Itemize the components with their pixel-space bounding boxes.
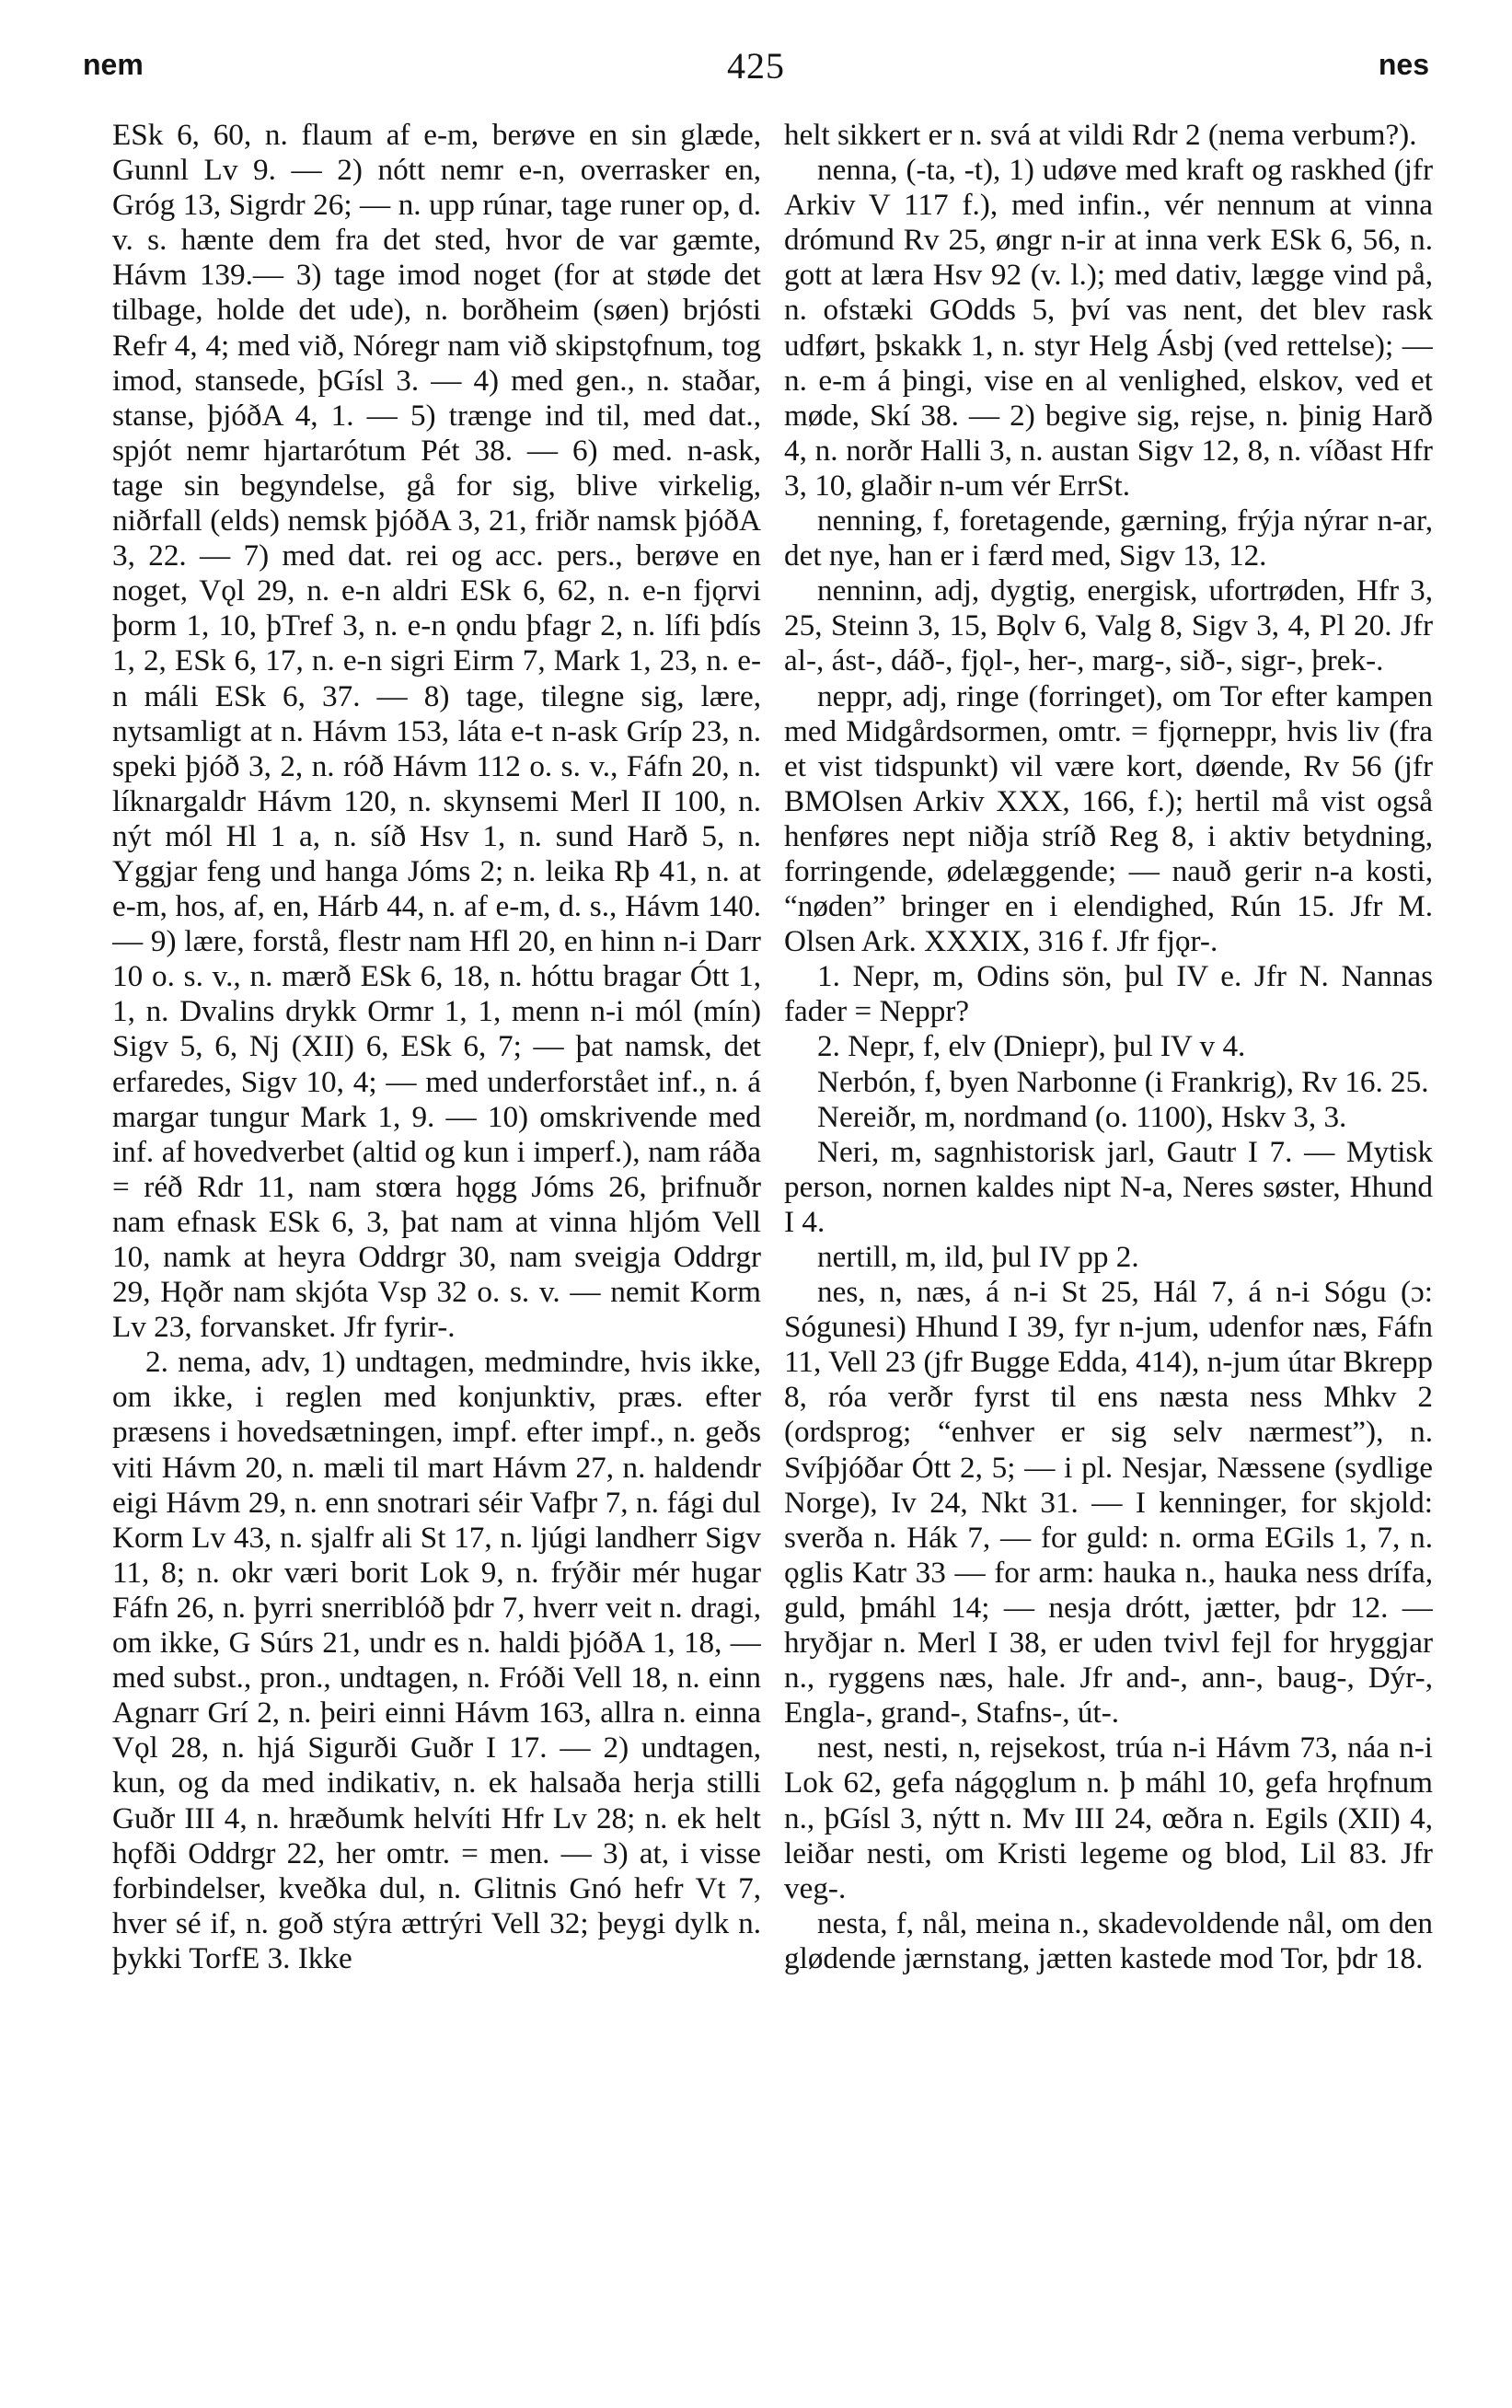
- entry-nereidr: Nereiðr, m, nordmand (o. 1100), Hskv 3, 3.: [817, 1099, 1347, 1134]
- header-right-guide-word: nes: [1378, 48, 1429, 81]
- entry-neppr: neppr, adj, ringe (forringet), om Tor efter kampen med Midgårdsormen, omtr. = fjǫrneppr, hvis liv (fra et vist tidspunkt) vil være kort, døende, Rv 56 (jfr BMOlsen Arkiv XXX, 166, f.); hertil må vist også henføres nept niðja stríð Reg 8, i aktiv betydning, forringende, ødelæggende; — nauð gerir n-a kosti, “nøden” bringer en i elendighed, Rún 15. Jfr M. Olsen Ark. XXXIX, 316 f. Jfr fjǫr-.: [784, 678, 1433, 959]
- entry-neri: Neri, m, sagnhistorisk jarl, Gautr I 7. — Mytisk person, nornen kaldes nipt N-a, Neres søster, Hhund I 4.: [784, 1134, 1433, 1239]
- entry-nema-end: helt sikkert er n. svá at vildi Rdr 2 (nema verbum?).: [784, 118, 1417, 152]
- left-column: [112, 118, 761, 2364]
- entry-nepr-2: 2. Nepr, f, elv (Dniepr), þul IV v 4.: [817, 1029, 1246, 1064]
- entry-nerbon: Nerbón, f, byen Narbonne (i Frankrig), Rv 16. 25.: [817, 1064, 1429, 1099]
- right-column: [784, 118, 1433, 2364]
- header-left-guide-word: nem: [83, 48, 144, 81]
- page-header: [83, 45, 1429, 94]
- entry-nes: nes, n, næs, á n-i St 25, Hál 7, á n-i Sógu (ɔ: Sógunesi) Hhund I 39, fyr n-jum, udenfor næs, Fáfn 11, Vell 23 (jfr Bugge Edda, 414), n-jum útar Bkrepp 8, róa verðr fyrst til ens næsta ness Mhkv 2 (ordsprog; “enhver er sig selv nærmest”), n. Svíþjóðar Ótt 2, 5; — i pl. Nesjar, Næssene (sydlige Norge), Iv 24, Nkt 31. — I kenninger, for skjold: sverða n. Hák 7, — for guld: n. orma EGils 1, 7, n. ǫglis Katr 33 — for arm: hauka n., hauka ness drífa, guld, þmáhl 14; — nesja drótt, jætter, þdr 12. — hryðjar n. Merl I 38, er uden tvivl fejl for hryggjar n., ryggens næs, hale. Jfr and-, ann-, baug-, Dýr-, Engla-, grand-, Stafns-, út-.: [784, 1275, 1433, 1731]
- entry-nenninn: nenninn, adj, dygtig, energisk, ufortrøden, Hfr 3, 25, Steinn 3, 15, Bǫlv 6, Valg 8, Sigv 3, 4, Pl 20. Jfr al-, ást-, dáð-, fjǫl-, her-, marg-, sið-, sigr-, þrek-.: [784, 573, 1433, 678]
- entry-nertill: nertill, m, ild, þul IV pp 2.: [817, 1240, 1139, 1274]
- entry-nema-adv: 2. nema, adv, 1) undtagen, medmindre, hvis ikke, om ikke, i reglen med konjunktiv, præs. efter præsens i hovedsætningen, impf. efter impf., n. geðs viti Hávm 20, n. mæli til mart Hávm 27, n. haldendr eigi Hávm 29, n. enn snotrari séir Vafþr 7, n. fági dul Korm Lv 43, n. sjalfr ali St 17, n. ljúgi landherr Sigv 11, 8; n. okr væri borit Lok 9, n. frýðir mér hugar Fáfn 26, n. þyrri snerriblóð þdr 7, hverr veit n. dragi, om ikke, G Súrs 21, undr es n. haldi þjóðA 1, 18, — med subst., pron., undtagen, n. Fróði Vell 18, n. einn Agnarr Grí 2, n. þeiri einni Hávm 163, allra n. einna Vǫl 28, n. hjá Sigurði Guðr I 17. — 2) undtagen, kun, og da med indikativ, n. ek halsaða herja stilli Guðr III 4, n. hræðumk helvíti Hfr Lv 28; n. ek helt hǫfði Oddrgr 22, her omtr. = men. — 3) at, i visse forbindelser, kveðka dul, n. Glitnis Gnó hefr Vt 7, hver sé if, n. goð stýra ættrýri Vell 32; þeygi dylk n. þykki TorfE 3. Ikke: [112, 1345, 761, 1975]
- entry-nema-continued: ESk 6, 60, n. flaum af e-m, berøve en sin glæde, Gunnl Lv 9. — 2) nótt nemr e-n, overrasker en, Gróg 13, Sigrdr 26; — n. upp rúnar, tage runer op, d. v. s. hænte dem fra det sted, hvor de var gæmte, Hávm 139.— 3) tage imod noget (for at støde det tilbage, holde det ude), n. borðheim (søen) brjósti Refr 4, 4; med við, Nóregr nam við skipstǫfnum, tog imod, stansede, þGísl 3. — 4) med gen., n. staðar, stanse, þjóðA 4, 1. — 5) trænge ind til, med dat., spjót nemr hjartarótum Pét 38. — 6) med. n-ask, tage sin begyndelse, gå for sig, blive virkelig, niðrfall (elds) nemsk þjóðA 3, 21, friðr namsk þjóðA 3, 22. — 7) med dat. rei og acc. pers., berøve en noget, Vǫl 29, n. e-n aldri ESk 6, 62, n. e-n fjǫrvi þorm 1, 10, þTref 3, n. e-n ǫndu þfagr 2, n. lífi þdís 1, 2, ESk 6, 17, n. e-n sigri Eirm 7, Mark 1, 23, n. e-n máli ESk 6, 37. — 8) tage, tilegne sig, lære, nytsamligt at n. Hávm 153, láta e-t n-ask Gríp 23, n. speki þjóð 3, 2, n. róð Hávm 112 o. s. v., Fáfn 20, n. líknargaldr Hávm 120, n. skynsemi Merl II 100, n. nýt mól Hl 1 a, n. síð Hsv 1, n. sund Harð 5, n. Yggjar feng und hanga Jóms 2; n. leika Rþ 41, n. at e-m, hos, af, en, Hárb 44, n. af e-m, d. s., Hávm 140. — 9) lære, forstå, flestr nam Hfl 20, en hinn n-i Darr 10 o. s. v., n. mærð ESk 6, 18, n. hóttu bragar Ótt 1, 1, n. Dvalins drykk Ormr 1, 1, menn n-i mól (mín) Sigv 5, 6, Nj (XII) 6, ESk 6, 7; — þat namsk, det erfaredes, Sigv 10, 4; — med underforstået inf., n. á margar tungur Mark 1, 9. — 10) omskrivende med inf. af hovedverbet (altid og kun i imperf.), nam ráða = réð Rdr 11, nam stœra hǫgg Jóms 26, þrifnuðr nam efnask ESk 6, 3, þat nam at vinna hljóm Vell 10, namk at heyra Oddrgr 30, nam sveigja Oddrgr 29, Hǫðr nam skjóta Vsp 32 o. s. v. — nemit Korm Lv 23, forvansket. Jfr fyrir-.: [112, 118, 761, 1345]
- page-number: 425: [727, 45, 785, 87]
- entry-nest: nest, nesti, n, rejsekost, trúa n-i Hávm 73, náa n-i Lok 62, gefa nágǫglum n. þ máhl 10, gefa hrǫfnum n., þGísl 3, nýtt n. Mv III 24, œðra n. Egils (XII) 4, leiðar nesti, om Kristi legeme og blod, Lil 83. Jfr veg-.: [784, 1731, 1433, 1905]
- entry-nenning: nenning, f, foretagende, gærning, frýja nýrar n-ar, det nye, han er i færd med, Sigv 13, 12.: [784, 504, 1433, 573]
- entry-nepr-1: 1. Nepr, m, Odins sön, þul IV e. Jfr N. Nannas fader = Neppr?: [784, 959, 1433, 1029]
- entry-nenna: nenna, (-ta, -t), 1) udøve med kraft og raskhed (jfr Arkiv V 117 f.), med infin., vér nennum at vinna drómund Rv 25, øngr n-ir at inna verk ESk 6, 56, n. gott at læra Hsv 92 (v. l.); med dativ, lægge vind på, n. ofstæki GOdds 5, því vas nent, det blev rask udført, þskakk 1, n. styr Helg Ásbj (ved rettelse); — n. e-m á þingi, vise en al venlighed, elskov, ved et møde, Skí 38. — 2) begive sig, rejse, n. þinig Harð 4, n. norðr Halli 3, n. austan Sigv 12, 8, n. víðast Hfr 3, 10, glaðir n-um vér ErrSt.: [784, 153, 1433, 503]
- entry-nesta: nesta, f, nål, meina n., skadevoldende nål, om den glødende jærnstang, jætten kastede mod Tor, þdr 18.: [784, 1905, 1433, 1975]
